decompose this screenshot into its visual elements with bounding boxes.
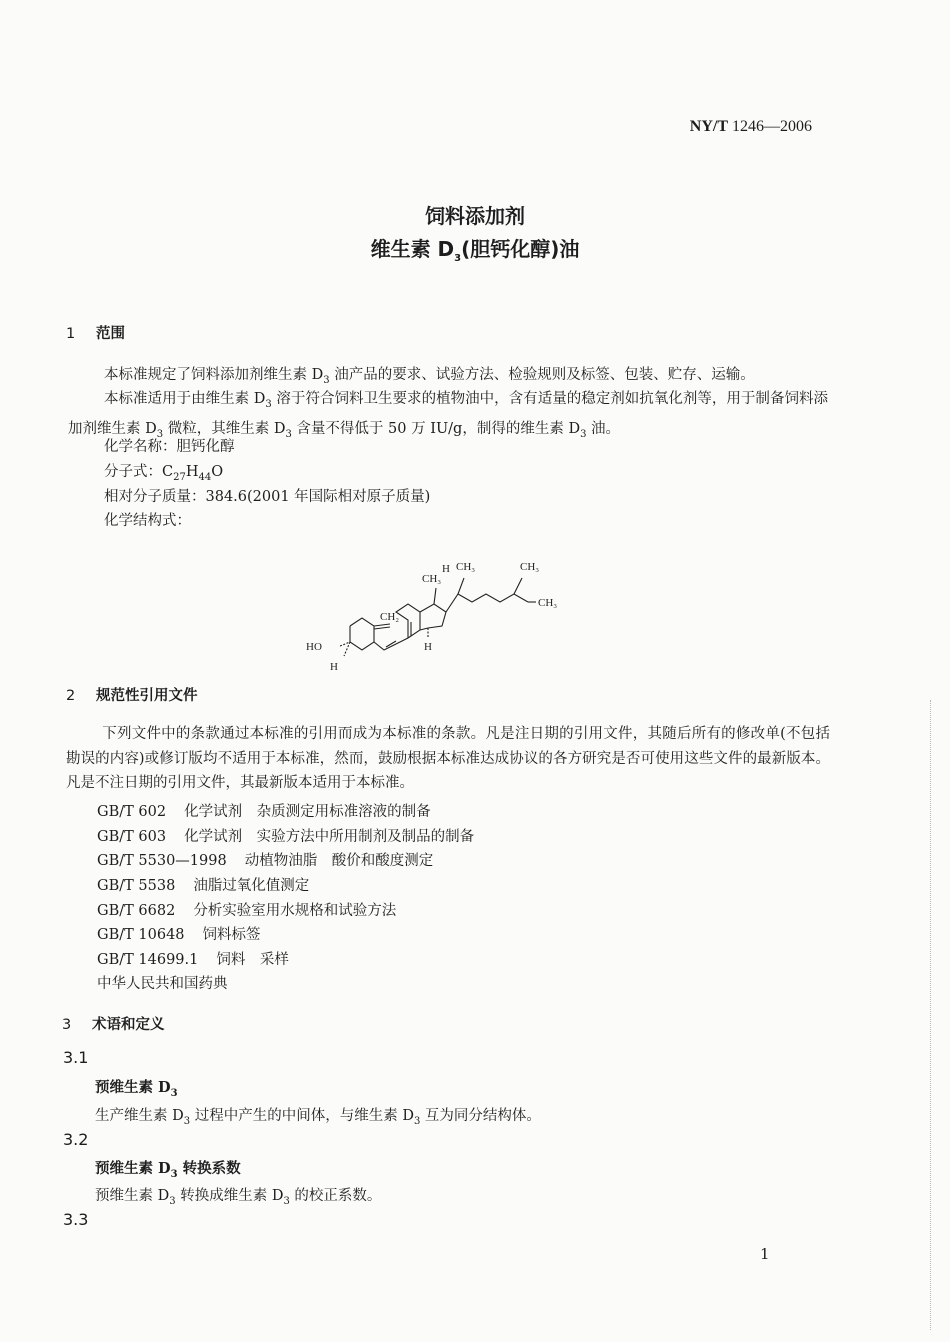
term-3-1-sub: 3 (170, 1087, 178, 1099)
def-3-2-b: 转换成维生素 D (175, 1188, 284, 1204)
label-ch2: CH₂ (380, 611, 400, 623)
def-3-2-sub-2: 3 (283, 1195, 290, 1207)
reference-title: 化学试剂 实验方法中所用制剂及制品的制备 (184, 829, 475, 845)
reference-code: GB/T 6682 (97, 903, 176, 919)
clause-3-1-number: 3.1 (63, 1048, 89, 1067)
iso-methyl-bond-up (514, 578, 522, 594)
ring-d (420, 604, 446, 630)
p1-text-a: 本标准规定了饲料添加剂维生素 D (104, 367, 324, 383)
formula-o: O (211, 464, 224, 480)
reference-title: 动植物油脂 酸价和酸度测定 (244, 853, 434, 869)
def-3-2-sub-1: 3 (169, 1195, 176, 1207)
def-3-1-sub-1: 3 (183, 1115, 191, 1127)
term-3-2-sub: 3 (170, 1168, 178, 1180)
def-3-1-a: 生产维生素 D (95, 1108, 184, 1124)
def-3-1-c: 互为同分结构体。 (420, 1108, 541, 1124)
standard-number (660, 118, 812, 136)
label-ch3-ring: CH₃ (422, 573, 442, 585)
formula-label: 分子式：C (104, 464, 174, 480)
section-1-heading (66, 322, 125, 343)
title-line-2 (0, 233, 950, 264)
methylene-bond-double (374, 627, 390, 629)
reference-item (97, 825, 474, 846)
p2-text-e: 油。 (586, 421, 621, 438)
def-3-2-a: 预维生素 D (95, 1188, 170, 1204)
reference-item (97, 800, 431, 821)
section-2-title: 规范性引用文件 (96, 688, 198, 704)
side-chain (446, 594, 528, 612)
p2-text-c: 微粒，其维生素 D (163, 421, 286, 438)
page-number: 1 (760, 1245, 770, 1263)
label-h-ring: H (424, 641, 432, 653)
reference-title: 饲料标签 (202, 927, 261, 943)
def-3-1-b: 过程中产生的中间体，与维生素 D (190, 1108, 414, 1124)
reference-code: GB/T 14699.1 (97, 952, 199, 968)
definition-3-2 (95, 1184, 381, 1207)
methyl-bond (434, 588, 436, 604)
ring-c (396, 604, 420, 638)
clause-3-2-number: 3.2 (63, 1130, 89, 1149)
intro-text: 下列文件中的条款通过本标准的引用而成为本标准的条款。凡是注日期的引用文件，其随后所有的修改单(不包括勘误的内容)或修订版均不适用于本标准，然而，鼓励根据本标准达成协议的各方研究是否可使用这些文件的最新版本。凡是不注日期的引用文件，其最新版本适用于本标准。 (66, 726, 830, 791)
standard-prefix: NY/T (689, 118, 728, 135)
def-3-1-sub-2: 3 (413, 1115, 421, 1127)
molecular-formula (104, 460, 223, 483)
reference-title: 饲料 采样 (216, 952, 289, 968)
term-3-2 (95, 1157, 241, 1180)
term-3-1 (95, 1076, 178, 1099)
side-methyl-bond (458, 578, 464, 594)
standard-code: 1246—2006 (732, 118, 812, 135)
structure-bonds (340, 578, 536, 656)
term-3-2-text: 预维生素 D (95, 1160, 171, 1177)
label-ch3-side: CH₃ (456, 561, 476, 573)
reference-item (97, 923, 261, 944)
label-ho: HO (306, 641, 322, 653)
def-3-2-c: 的校正系数。 (289, 1188, 382, 1204)
section-2-heading (66, 684, 198, 705)
section-3-number: 3 (62, 1017, 72, 1033)
relative-molecular-mass: 相对分子质量：384.6(2001 年国际相对原子质量) (104, 489, 431, 505)
structure-label: 化学结构式： (104, 513, 191, 529)
reference-code: GB/T 10648 (97, 927, 185, 943)
reference-item (97, 899, 396, 920)
label-h-lower: H (330, 661, 338, 673)
section-3-title: 术语和定义 (92, 1017, 165, 1033)
reference-code: GB/T 602 (97, 804, 167, 820)
p2-text-b: 溶于符合饲料卫生要求的植物油中，含有适量的稳定剂如抗氧化剂等，用于制备饲料添加剂维生素 D (68, 391, 828, 438)
reference-code: GB/T 603 (97, 829, 167, 845)
title-prefix: 维生素 D (370, 237, 455, 261)
p2-sub-3: 3 (285, 429, 292, 441)
reference-code: GB/T 5530—1998 (97, 853, 227, 869)
label-h-top: H (442, 563, 450, 575)
section-1-title: 范围 (96, 326, 125, 342)
section-1-number: 1 (66, 326, 76, 342)
p1-sub: 3 (323, 374, 330, 386)
section-2-number: 2 (66, 688, 76, 704)
ring-a (350, 618, 374, 650)
title-line-1: 饲料添加剂 (425, 204, 525, 228)
reference-item (97, 874, 309, 895)
definition-3-1 (95, 1104, 541, 1127)
label-ch3-iso-right: CH₃ (538, 597, 558, 609)
formula-h: H (185, 464, 199, 480)
clause-3-3-number: 3.3 (63, 1210, 89, 1229)
reference-title: 化学试剂 杂质测定用标准溶液的制备 (184, 804, 431, 820)
p2-sub-4: 3 (580, 429, 587, 441)
label-ch3-iso-top: CH₃ (520, 561, 540, 573)
p1-text-b: 油产品的要求、试验方法、检验规则及标签、包装、贮存、运输。 (329, 367, 755, 383)
formula-sub-h: 44 (198, 471, 212, 483)
pharmacopoeia-reference: 中华人民共和国药典 (97, 976, 228, 992)
methylene-bond (374, 624, 390, 626)
title-suffix: (胆钙化醇)油 (461, 237, 580, 261)
scan-edge-line (930, 700, 931, 1330)
reference-code: GB/T 5538 (97, 878, 176, 894)
section-3-heading (62, 1013, 165, 1034)
p2-sub-1: 3 (265, 398, 272, 410)
p2-text-d: 含量不得低于 50 万 IU/g，制得的维生素 D (291, 421, 581, 438)
reference-title: 分析实验室用水规格和试验方法 (193, 903, 397, 919)
reference-title: 油脂过氧化值测定 (193, 878, 310, 894)
reference-item (97, 948, 289, 969)
p2-text-a: 本标准适用于由维生素 D (104, 391, 266, 407)
term-3-2-post: 转换系数 (177, 1160, 241, 1177)
vitamin-d3-structure-diagram (300, 548, 600, 678)
p2-sub-2: 3 (156, 429, 164, 441)
section-2-intro (66, 722, 830, 796)
term-3-1-text: 预维生素 D (95, 1079, 171, 1096)
title-sub: 3 (454, 253, 462, 264)
formula-sub-c: 27 (173, 471, 186, 483)
chemical-name: 化学名称：胆钙化醇 (104, 439, 235, 455)
reference-item (97, 849, 433, 870)
